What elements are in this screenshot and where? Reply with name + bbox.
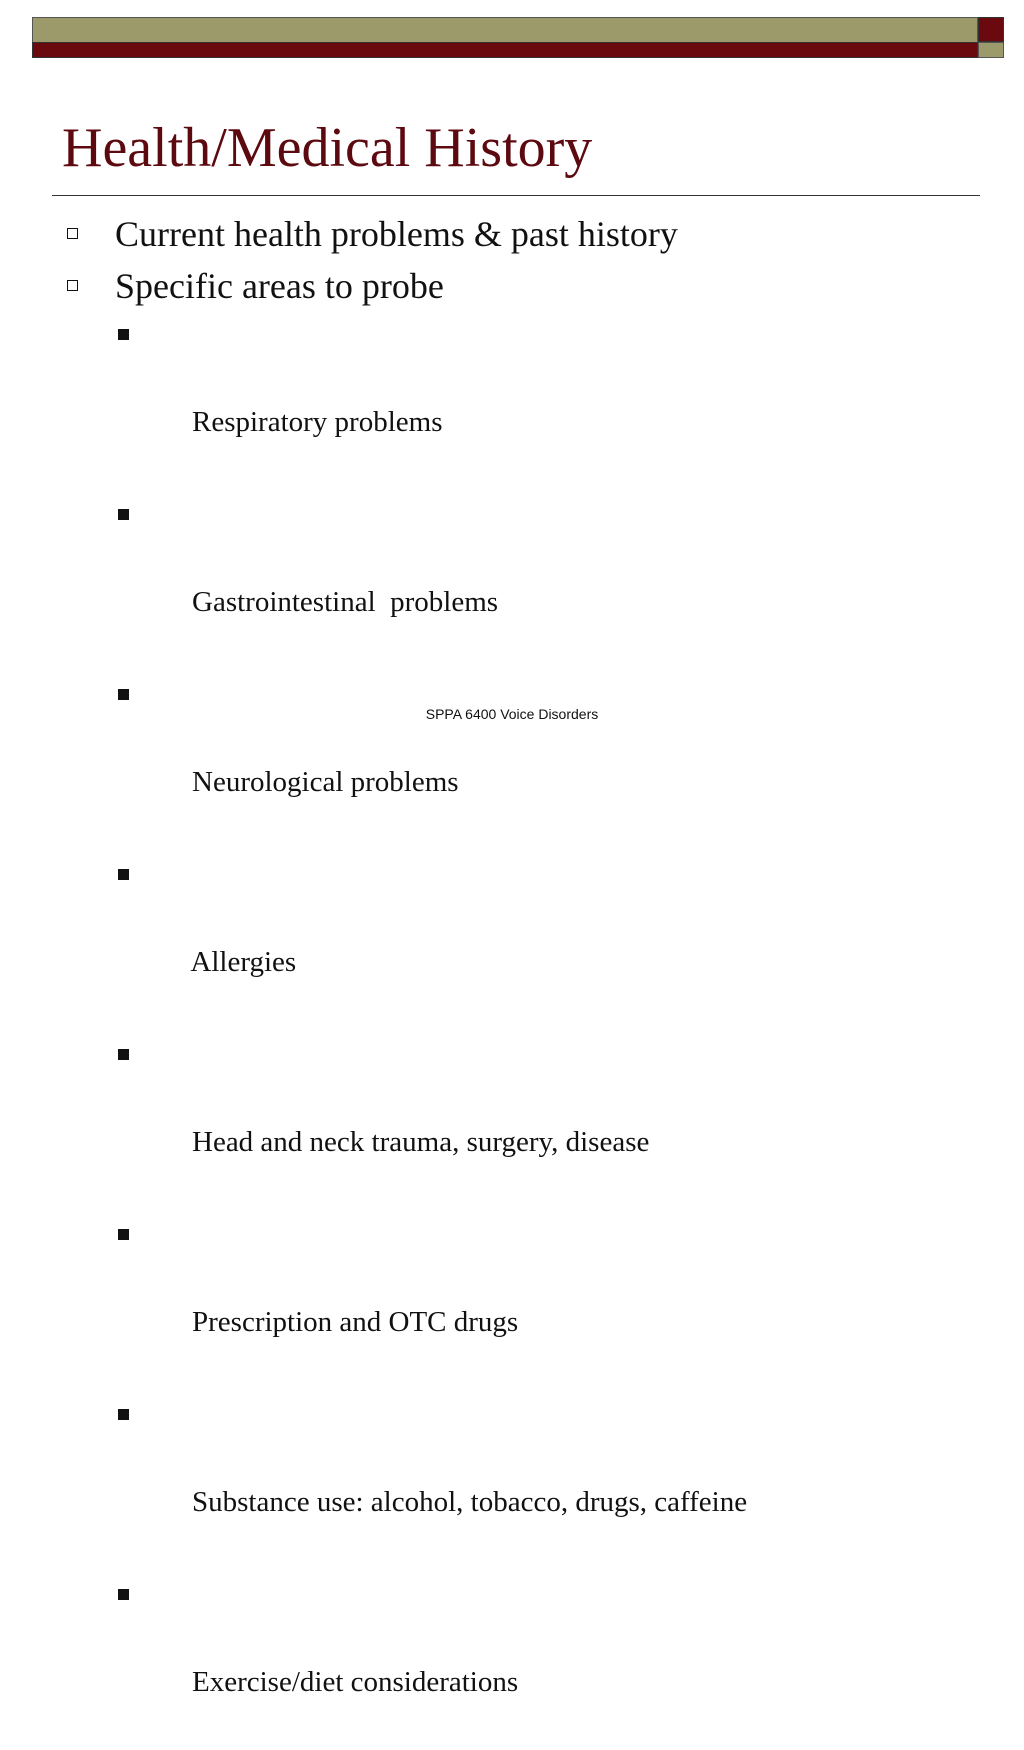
header-band-olive [32, 17, 978, 42]
filled-square-bullet-icon [118, 869, 129, 880]
header-corner-maroon [978, 17, 1004, 42]
sub-bullet-item [108, 1210, 968, 1390]
title-divider [52, 195, 980, 196]
header-band-maroon [32, 42, 978, 58]
hollow-square-bullet-icon [67, 280, 78, 291]
filled-square-bullet-icon [118, 1409, 129, 1420]
filled-square-bullet-icon [118, 509, 129, 520]
bullet-list [60, 208, 980, 312]
slide-footer: SPPA 6400 Voice Disorders [425, 706, 599, 722]
slide-title: Health/Medical History [62, 117, 593, 179]
filled-square-bullet-icon [118, 689, 129, 700]
bullet-item [60, 208, 980, 260]
sub-bullet-text: Neurological problems [192, 766, 459, 798]
sub-bullet-text: Substance use: alcohol, tobacco, drugs, caffeine [192, 1486, 748, 1518]
sub-bullet-item [108, 490, 968, 670]
bullet-item [60, 260, 980, 312]
sub-bullet-list [108, 310, 968, 1750]
filled-square-bullet-icon [118, 1049, 129, 1060]
sub-bullet-item [108, 1570, 968, 1750]
sub-bullet-text: Prescription and OTC drugs [192, 1306, 519, 1338]
sub-bullet-item [108, 670, 968, 850]
header-corner-olive [978, 42, 1004, 58]
sub-bullet-item [108, 1030, 968, 1210]
sub-bullet-item [108, 850, 968, 1030]
sub-bullet-item [108, 310, 968, 490]
sub-bullet-item [108, 1390, 968, 1570]
filled-square-bullet-icon [118, 1589, 129, 1600]
sub-bullet-text: Head and neck trauma, surgery, disease [192, 1126, 650, 1158]
bullet-text: Specific areas to probe [115, 266, 444, 306]
filled-square-bullet-icon [118, 329, 129, 340]
sub-bullet-text: Respiratory problems [192, 406, 443, 438]
sub-bullet-text: Exercise/diet considerations [192, 1666, 519, 1698]
bullet-text: Current health problems & past history [115, 214, 678, 254]
hollow-square-bullet-icon [67, 228, 78, 239]
sub-bullet-text: Allergies [190, 946, 297, 978]
filled-square-bullet-icon [118, 1229, 129, 1240]
sub-bullet-text: Gastrointestinal problems [192, 586, 499, 618]
